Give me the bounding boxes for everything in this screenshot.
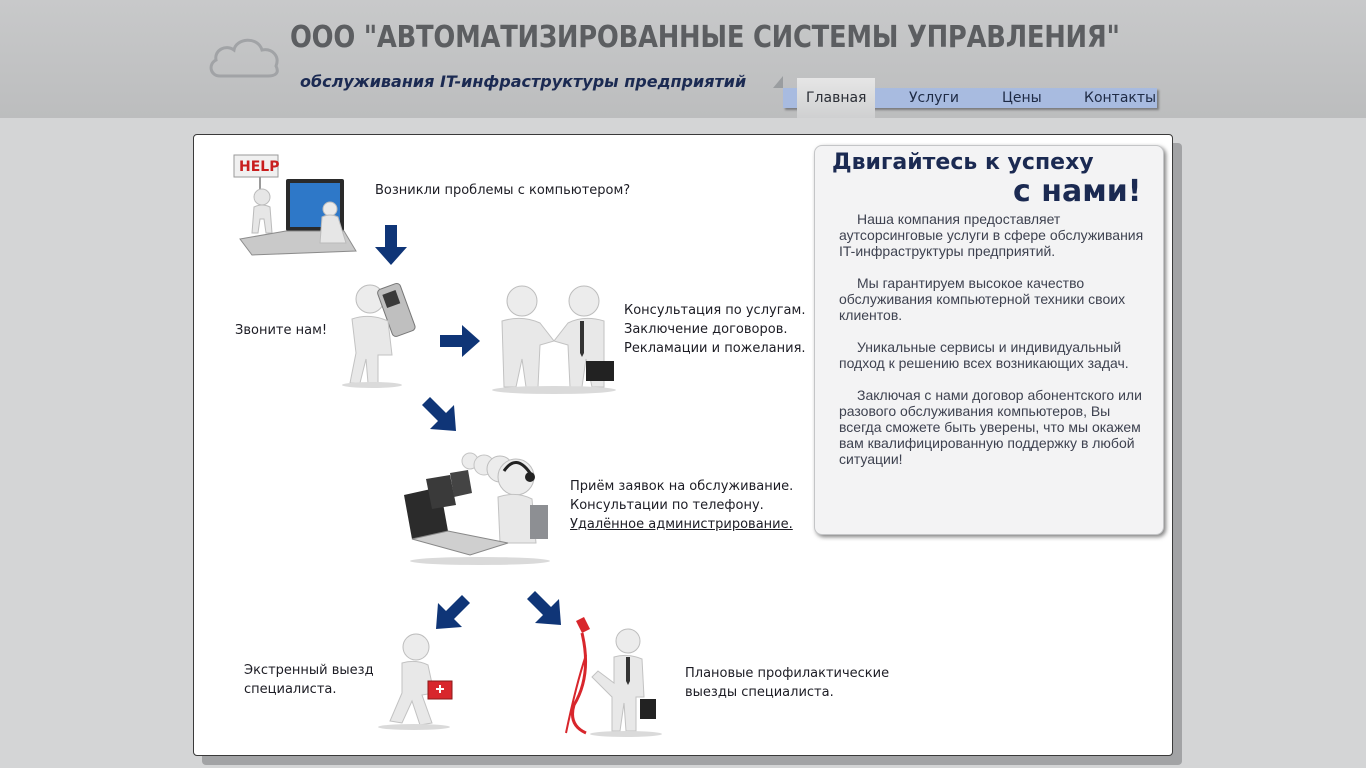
nav-notch (773, 76, 783, 88)
step-consult-text (624, 301, 806, 358)
handshake-illustration (484, 283, 626, 395)
main-nav (783, 88, 1157, 108)
sidebar-heading: Двигайтесь к успеху (832, 150, 1094, 175)
step-call-line: Звоните нам! (235, 323, 328, 338)
content-panel (193, 134, 1173, 756)
sidebar-paragraph: Наша компания предоставляет аутсорсинговые услуги в сфере обслуживания IT-инфраструктуры предприятий. (839, 211, 1144, 259)
arrow-down-icon (373, 225, 409, 267)
help-sign-text: HELP (239, 159, 280, 175)
step-emergency-text (244, 661, 374, 699)
arrow-down-right-icon (527, 591, 565, 629)
nav-item-home[interactable]: Главная (797, 78, 875, 118)
help-laptop-illustration (230, 153, 360, 261)
sidebar-paragraph: Мы гарантируем высокое качество обслуживания компьютерной техники своих клиентов. (839, 275, 1126, 323)
nav-item-contacts[interactable]: Контакты (1084, 90, 1157, 106)
sidebar-paragraph: Заключая с нами договор абонентского или разового обслуживания компьютеров, Вы всегда сможете быть уверены, что мы окажем вам квалифицированную поддержку в любой ситуации! (839, 387, 1142, 467)
step-call-text (235, 321, 327, 340)
site-subtitle: обслуживания IT-инфраструктуры предприятий (300, 72, 747, 91)
sidebar-paragraph: Уникальные сервисы и индивидуальный подход к решению всех возникающих задач. (839, 339, 1129, 371)
arrow-down-left-icon (432, 595, 470, 633)
arrow-right-icon (440, 323, 482, 359)
arrow-down-right-icon (422, 397, 460, 435)
step-support-line: Консультации по телефону. (570, 498, 764, 513)
phone-call-illustration (334, 279, 424, 389)
step-emergency-line: специалиста. (244, 682, 337, 697)
step-support-line: Приём заявок на обслуживание. (570, 479, 794, 494)
step-planned-line: выезды специалиста. (685, 685, 834, 700)
sidebar-heading-accent: с нами! (1013, 174, 1142, 209)
step-consult-line: Консультация по услугам. (624, 303, 806, 318)
call-center-illustration (390, 443, 560, 567)
site-title: ООО "АВТОМАТИЗИРОВАННЫЕ СИСТЕМЫ УПРАВЛЕНИЯ" (290, 20, 1120, 55)
sidebar-body (839, 211, 1151, 483)
step-problem-text (375, 181, 630, 200)
step-consult-line: Рекламации и пожелания. (624, 341, 806, 356)
emergency-runner-illustration (374, 631, 466, 731)
remote-admin-link[interactable]: Удалённое администрирование. (570, 517, 793, 532)
step-problem-line: Возникли проблемы с компьютером? (375, 183, 631, 198)
step-emergency-line: Экстренный выезд (244, 663, 374, 678)
nav-item-services[interactable]: Услуги (909, 90, 959, 106)
nav-item-prices[interactable]: Цены (1002, 90, 1042, 106)
step-planned-text (685, 664, 889, 702)
page-header (0, 0, 1366, 118)
step-consult-line: Заключение договоров. (624, 322, 788, 337)
cloud-icon (206, 30, 282, 80)
step-support-text (570, 477, 793, 534)
info-sidebar (814, 145, 1164, 535)
step-planned-line: Плановые профилактические (685, 666, 890, 681)
planned-visit-illustration (562, 615, 678, 739)
